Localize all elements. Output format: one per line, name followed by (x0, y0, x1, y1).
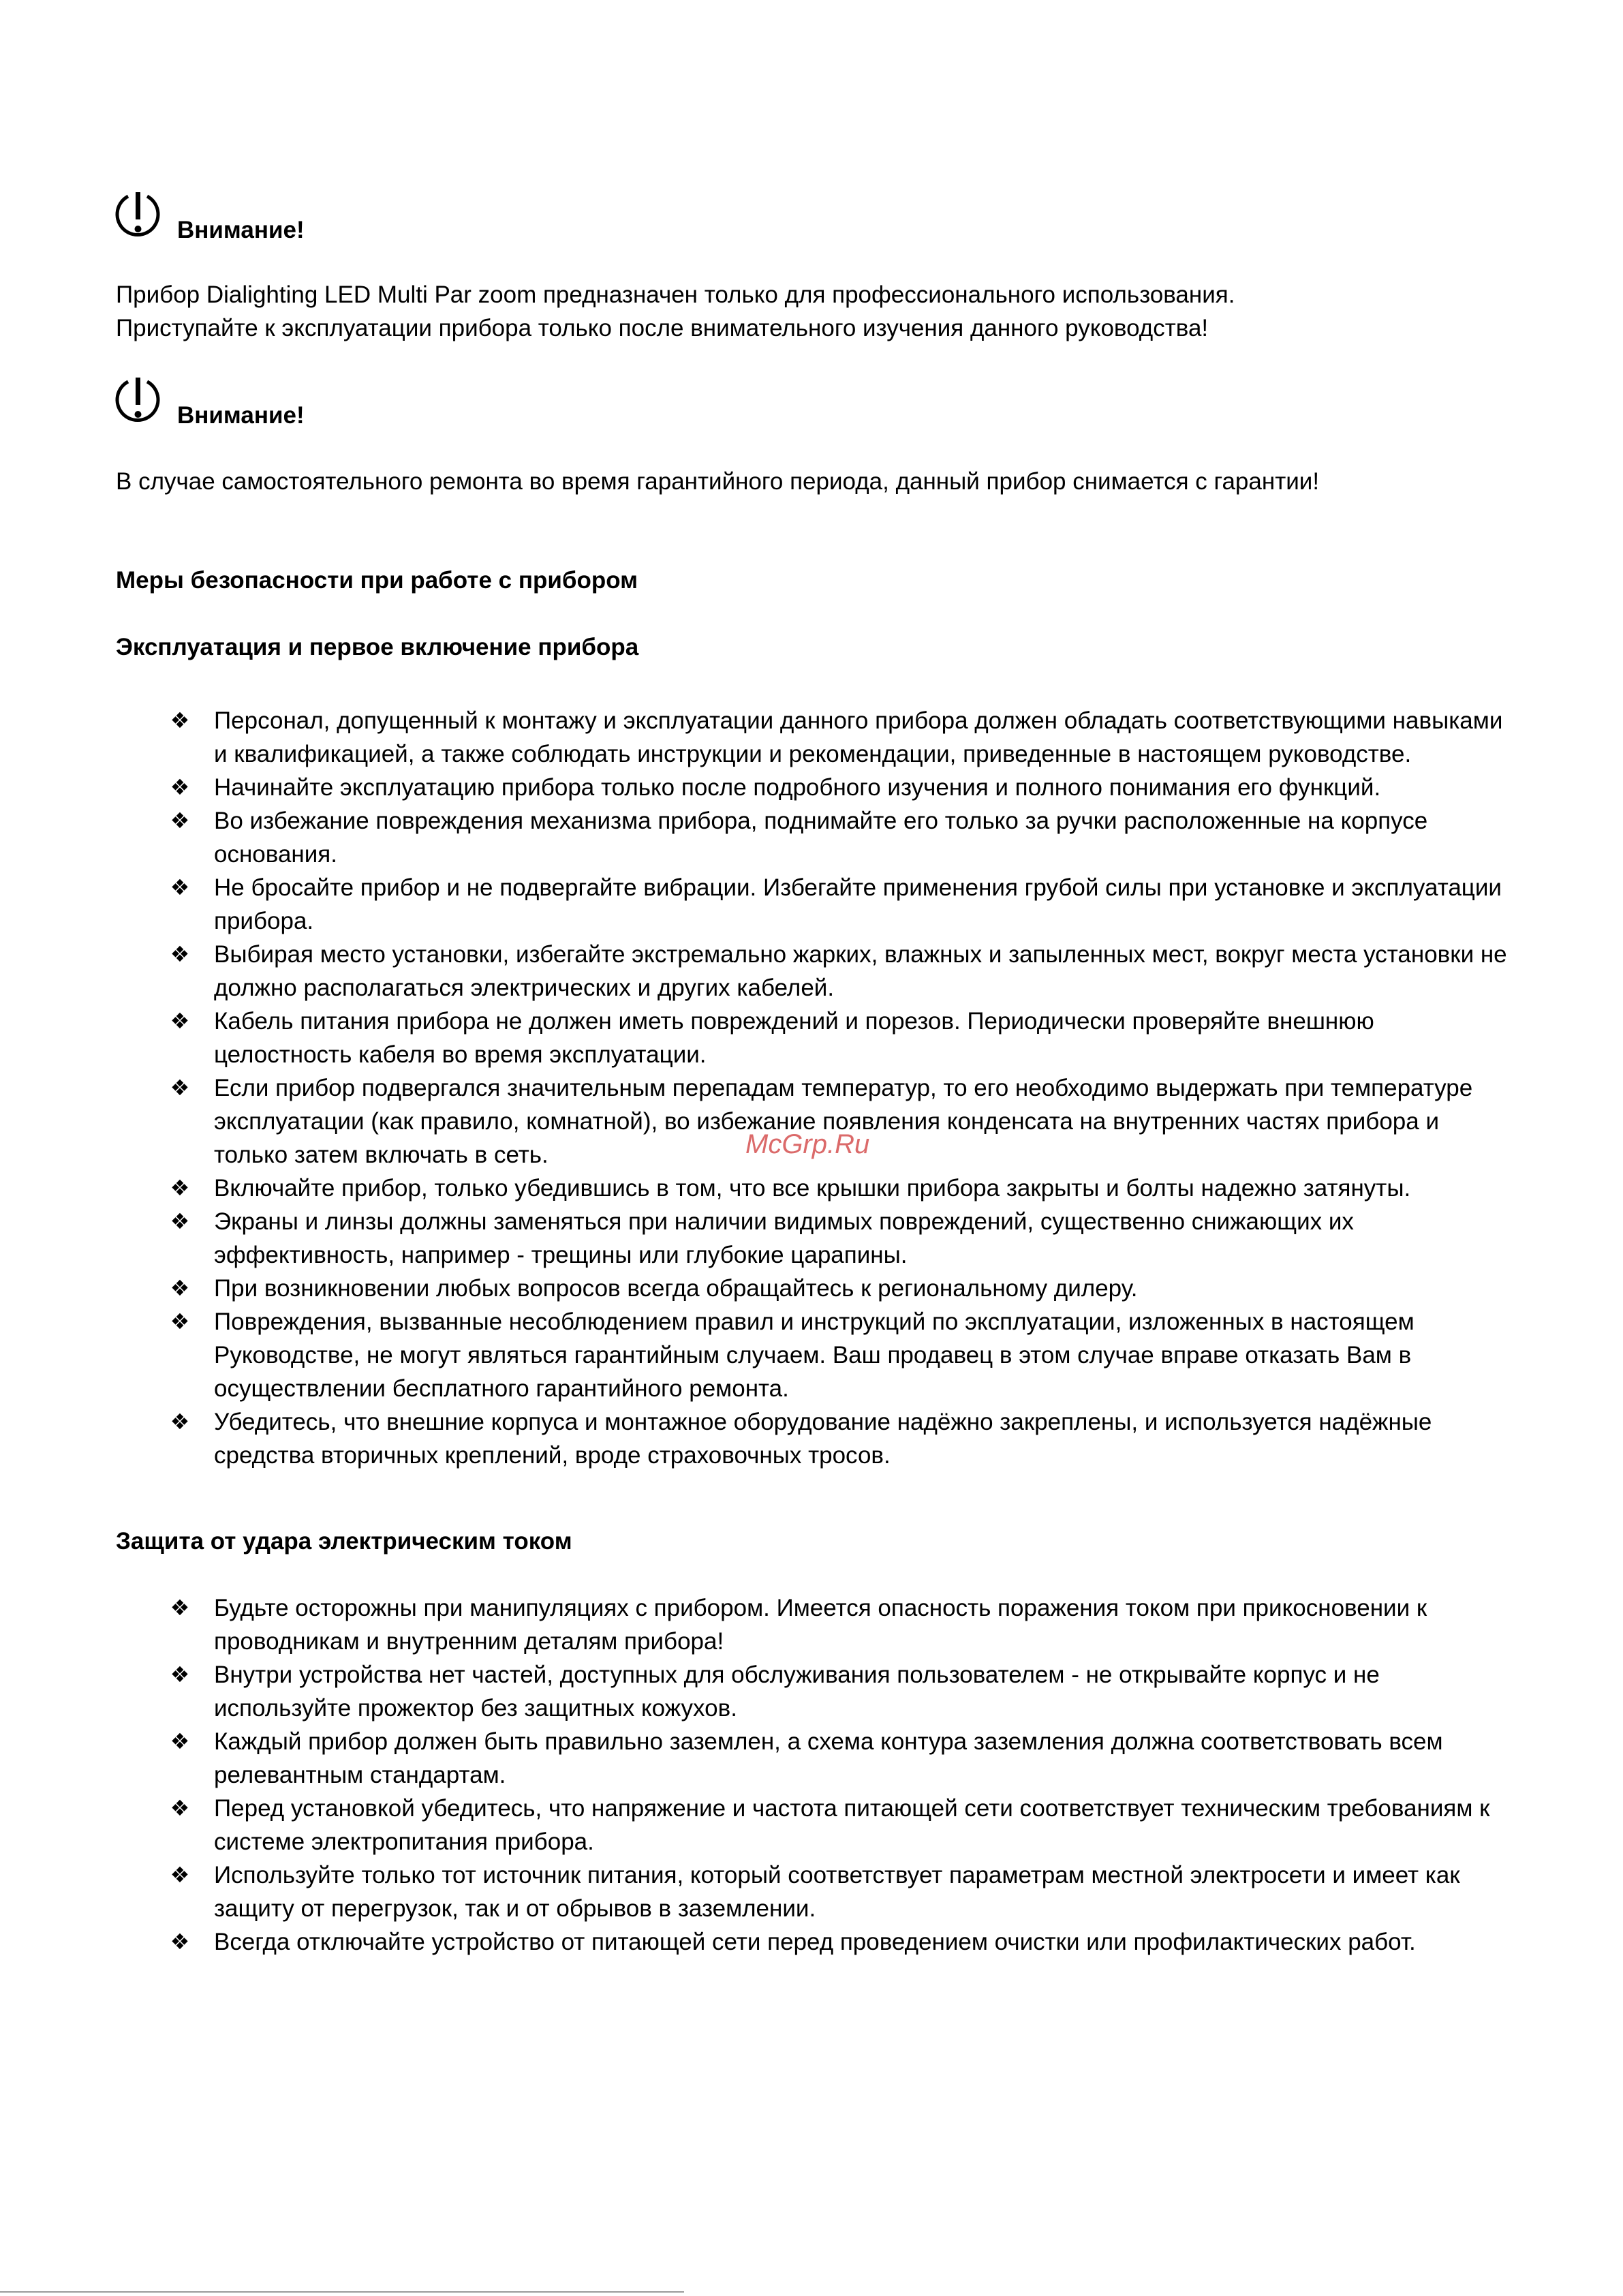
diamond-bullet-icon: ❖ (170, 708, 190, 733)
warning-block-1 (114, 191, 305, 243)
list-item-text: Каждый прибор должен быть правильно заземлен, а схема контура заземления должна соответствовать всем релевантным стандартам. (214, 1728, 1443, 1788)
list-item (166, 1725, 1509, 1792)
diamond-bullet-icon: ❖ (170, 1209, 190, 1234)
diamond-bullet-icon: ❖ (170, 942, 190, 966)
list-item (166, 1172, 1509, 1205)
list-item-text: Убедитесь, что внешние корпуса и монтажное оборудование надёжно закреплены, и используется надёжные средства вторичных креплений, вроде страховочных тросов. (214, 1409, 1432, 1469)
diamond-bullet-icon: ❖ (170, 1075, 190, 1100)
list-item (166, 1272, 1509, 1305)
list-item-text: Персонал, допущенный к монтажу и эксплуатации данного прибора должен обладать соответствующими навыками и квалификацией, а также соблюдать инструкции и рекомендации, приведенные в настоящем руководстве. (214, 707, 1503, 767)
operation-heading: Эксплуатация и первое включение прибора (116, 634, 639, 660)
watermark: McGrp.Ru (745, 1129, 870, 1159)
exclamation-circle-icon (114, 191, 161, 243)
diamond-bullet-icon: ❖ (170, 1863, 190, 1887)
diamond-bullet-icon: ❖ (170, 808, 190, 833)
list-item (166, 1858, 1509, 1925)
list-item-text: Экраны и линзы должны заменяться при наличии видимых повреждений, существенно снижающих их эффективность, например - трещины или глубокие царапины. (214, 1208, 1354, 1268)
section-title: Меры безопасности при работе с прибором (116, 567, 638, 594)
list-item (166, 1925, 1509, 1959)
electric-heading: Защита от удара электрическим током (116, 1528, 572, 1555)
list-item (166, 1005, 1509, 1071)
list-item (166, 804, 1509, 871)
list-item-text: Начинайте эксплуатацию прибора только после подробного изучения и полного понимания его функций. (214, 774, 1381, 801)
diamond-bullet-icon: ❖ (170, 1595, 190, 1620)
diamond-bullet-icon: ❖ (170, 1309, 190, 1334)
operation-list (166, 704, 1509, 1472)
list-item (166, 871, 1509, 938)
list-item-text: Всегда отключайте устройство от питающей сети перед проведением очистки или профилактических работ. (214, 1929, 1416, 1955)
list-item-text: Внутри устройства нет частей, доступных для обслуживания пользователем - не открывайте корпус и не используйте прожектор без защитных кожухов. (214, 1662, 1380, 1721)
list-item (166, 938, 1509, 1005)
list-item-text: Включайте прибор, только убедившись в том, что все крышки прибора закрыты и болты надежно затянуты. (214, 1175, 1411, 1201)
list-item-text: Кабель питания прибора не должен иметь повреждений и порезов. Периодически проверяйте внешнюю целостность кабеля во время эксплуатации. (214, 1008, 1374, 1068)
electric-list (166, 1591, 1509, 1959)
diamond-bullet-icon: ❖ (170, 1009, 190, 1033)
diamond-bullet-icon: ❖ (170, 1729, 190, 1754)
list-item (166, 771, 1509, 804)
diamond-bullet-icon: ❖ (170, 1409, 190, 1434)
list-item (166, 1305, 1509, 1405)
list-item-text: Перед установкой убедитесь, что напряжение и частота питающей сети соответствует техническим требованиям к системе электропитания прибора. (214, 1795, 1490, 1855)
list-item-text: При возникновении любых вопросов всегда обращайтесь к региональному дилеру. (214, 1275, 1138, 1302)
diamond-bullet-icon: ❖ (170, 1929, 190, 1954)
list-item-text: Не бросайте прибор и не подвергайте вибрации. Избегайте применения грубой силы при установке и эксплуатации прибора. (214, 874, 1502, 934)
list-item-text: Будьте осторожны при манипуляциях с прибором. Имеется опасность поражения током при прикосновении к проводникам и внутренним деталям прибора! (214, 1595, 1427, 1655)
list-item (166, 704, 1509, 771)
list-item-text: Используйте только тот источник питания, который соответствует параметрам местной электросети и имеет как защиту от перегрузок, так и от обрывов в заземлении. (214, 1862, 1460, 1922)
list-item (166, 1205, 1509, 1272)
intro-line-1: Прибор Dialighting LED Multi Par zoom предназначен только для профессионального использования. (116, 281, 1235, 308)
diamond-bullet-icon: ❖ (170, 1796, 190, 1820)
exclamation-circle-icon (114, 376, 161, 428)
list-item-text: Выбирая место установки, избегайте экстремально жарких, влажных и запыленных мест, вокруг места установки не должно располагаться электрических и других кабелей. (214, 941, 1507, 1001)
warning-title: Внимание! (177, 402, 305, 429)
intro-line-2: Приступайте к эксплуатации прибора только после внимательного изучения данного руководства! (116, 315, 1209, 341)
list-item-text: Повреждения, вызванные несоблюдением правил и инструкций по эксплуатации, изложенных в настоящем Руководстве, не могут являться гарантийным случаем. Ваш продавец в этом случае вправе отказать Вам в осуществлении бесплатного гарантийного ремонта. (214, 1308, 1415, 1402)
list-item (166, 1792, 1509, 1858)
warning-title: Внимание! (177, 217, 305, 243)
page-divider (0, 2291, 684, 2293)
diamond-bullet-icon: ❖ (170, 875, 190, 900)
diamond-bullet-icon: ❖ (170, 1176, 190, 1200)
warranty-note: В случае самостоятельного ремонта во время гарантийного периода, данный прибор снимается с гарантии! (116, 468, 1320, 495)
warning-block-2 (114, 376, 305, 428)
diamond-bullet-icon: ❖ (170, 775, 190, 799)
list-item-text: Во избежание повреждения механизма прибора, поднимайте его только за ручки расположенные на корпусе основания. (214, 808, 1428, 868)
list-item (166, 1591, 1509, 1658)
list-item (166, 1658, 1509, 1725)
list-item-text: Если прибор подвергался значительным перепадам температур, то его необходимо выдержать при температуре эксплуатации (как правило, комнатной), во избежание появления конденсата на внутренних частях прибора и только затем включать в сеть. (214, 1075, 1473, 1168)
diamond-bullet-icon: ❖ (170, 1662, 190, 1687)
diamond-bullet-icon: ❖ (170, 1276, 190, 1300)
list-item (166, 1405, 1509, 1472)
